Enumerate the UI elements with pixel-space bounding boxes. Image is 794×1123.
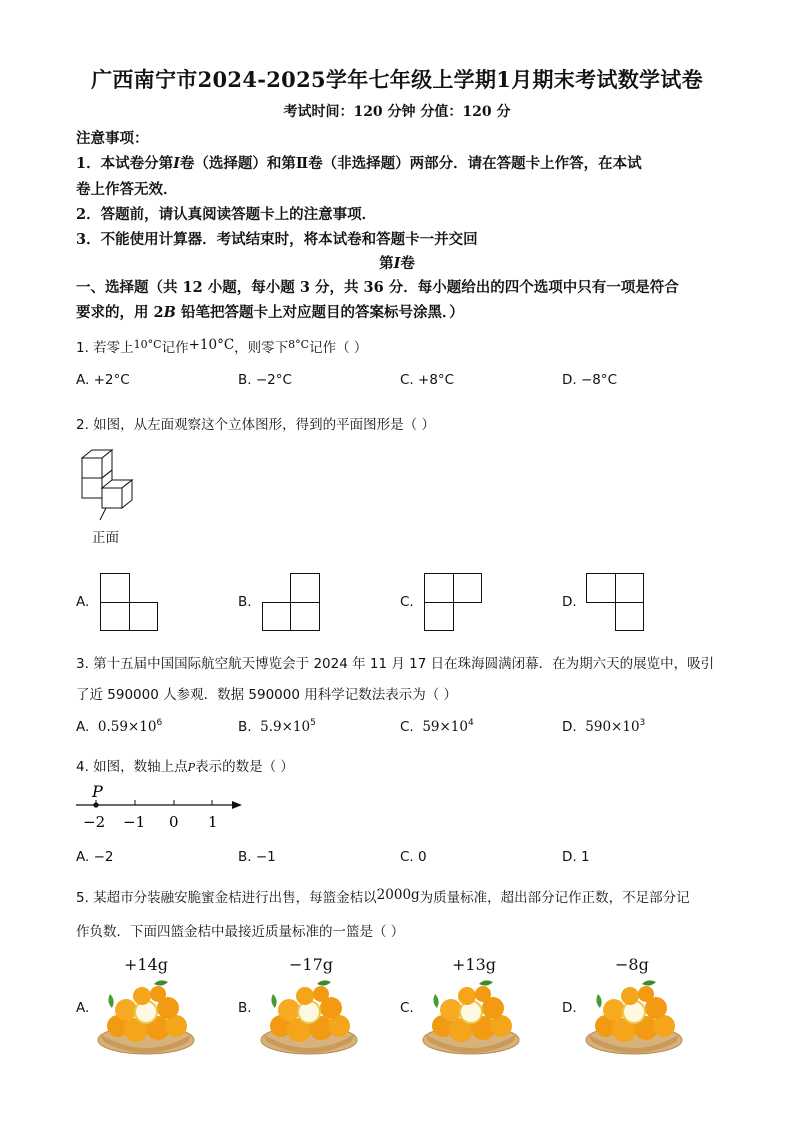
- tick-label-0: 0: [169, 813, 179, 831]
- q2-stem: 2. 如图，从左面观察这个立体图形，得到的平面图形是（ ）: [76, 417, 435, 433]
- q2-option-a-letter[interactable]: A.: [76, 594, 90, 610]
- q5-option-b-letter[interactable]: B.: [238, 1000, 252, 1016]
- q1-option-c[interactable]: C. +8°C: [400, 372, 455, 388]
- q5-basket-b-label: −17g: [289, 955, 334, 974]
- q5-basket-a-label: +14g: [124, 955, 169, 974]
- notes-line-2: 2．答题前，请认真阅读答题卡上的注意事项．: [76, 206, 377, 223]
- q5-basket-a-image[interactable]: [96, 978, 196, 1058]
- notes-line-3: 3．不能使用计算器．考试结束时，将本试卷和答题卡一并交回: [76, 231, 478, 248]
- q4-option-b[interactable]: B. −1: [238, 849, 276, 865]
- q2-option-c-letter[interactable]: C.: [400, 594, 414, 610]
- q3-line-2: 了近 590000 人参观．数据 590000 用科学记数法表示为（ ）: [76, 687, 458, 703]
- q4-option-a[interactable]: A. −2: [76, 849, 114, 865]
- q1-option-a[interactable]: A. +2°C: [76, 372, 130, 388]
- q5-line-2: 作负数．下面四篮金桔中最接近质量标准的一篮是（ ）: [76, 924, 405, 940]
- section-intro-line-2: 要求的，用 2B 铅笔把答题卡上对应题目的答案标号涂黑．）: [76, 304, 464, 321]
- q2-option-d-letter[interactable]: D.: [562, 594, 577, 610]
- tick-label-1: 1: [208, 813, 218, 831]
- q5-option-a-letter[interactable]: A.: [76, 1000, 90, 1016]
- q1-stem: 1. 若零上$^{10^\circ C}$记作+10°C，则零下$^{8^\circ C}$记作（ ）: [76, 337, 368, 356]
- q5-basket-c-image[interactable]: [421, 978, 521, 1058]
- q3-option-c[interactable]: C. $59\times 10^4$: [400, 718, 474, 735]
- q3-option-a[interactable]: A. $0.59\times 10^6$: [76, 718, 163, 735]
- q4-option-d[interactable]: D. 1: [562, 849, 590, 865]
- q5-basket-d-label: −8g: [615, 955, 649, 974]
- q5-line-1: 5. 某超市分装融安脆蜜金桔进行出售，每篮金桔以2000g为质量标准，超出部分记作正数，不足部分记: [76, 887, 690, 906]
- point-p: [93, 802, 98, 807]
- q5-basket-c-label: +13g: [452, 955, 497, 974]
- tick-label-minus-2: −2: [83, 813, 106, 831]
- orange-basket-icon: [586, 980, 682, 1054]
- q3-line-1: 3. 第十五届中国国际航空航天博览会于 2024 年 11 月 17 日在珠海圆满闭幕．在为期六天的展览中，吸引: [76, 656, 715, 672]
- section-heading: 第I卷: [379, 255, 415, 272]
- q3-option-b[interactable]: B. $5.9\times 10^5$: [238, 718, 316, 735]
- q4-option-c[interactable]: C. 0: [400, 849, 427, 865]
- q5-option-c-letter[interactable]: C.: [400, 1000, 414, 1016]
- notes-line-1: 1．本试卷分第I卷（选择题）和第Ⅱ卷（非选择题）两部分．请在答题卡上作答，在本试: [76, 155, 642, 172]
- q2-option-b-letter[interactable]: B.: [238, 594, 252, 610]
- notes-line-1-cont: 卷上作答无效．: [76, 181, 178, 198]
- section-intro-line-1: 一、选择题（共 12 小题，每小题 3 分，共 36 分．每小题给出的四个选项中只有一项是符合: [76, 279, 679, 296]
- q1-option-b[interactable]: B. −2°C: [238, 372, 292, 388]
- notes-heading: 注意事项：: [76, 130, 149, 147]
- q5-option-d-letter[interactable]: D.: [562, 1000, 577, 1016]
- q2-solid-figure: [76, 446, 148, 522]
- exam-title: 广西南宁市2024-2025学年七年级上学期1月期末考试数学试卷: [91, 67, 703, 92]
- orange-basket-icon: [261, 980, 357, 1054]
- q3-option-d[interactable]: D. $590\times 10^3$: [562, 718, 646, 735]
- q5-basket-d-image[interactable]: [584, 978, 684, 1058]
- orange-basket-icon: [423, 980, 519, 1054]
- exam-subtitle: 考试时间：120 分钟 分值：120 分: [283, 104, 511, 120]
- q5-basket-b-image[interactable]: [259, 978, 359, 1058]
- orange-basket-icon: [98, 980, 194, 1054]
- q2-front-label: 正面: [92, 530, 119, 546]
- q4-stem: 4. 如图，数轴上点P表示的数是（ ）: [76, 759, 294, 775]
- q1-option-d[interactable]: D. −8°C: [562, 372, 618, 388]
- tick-label-minus-1: −1: [123, 813, 146, 831]
- point-p-label: P: [92, 782, 103, 801]
- q4-number-line: [72, 782, 252, 832]
